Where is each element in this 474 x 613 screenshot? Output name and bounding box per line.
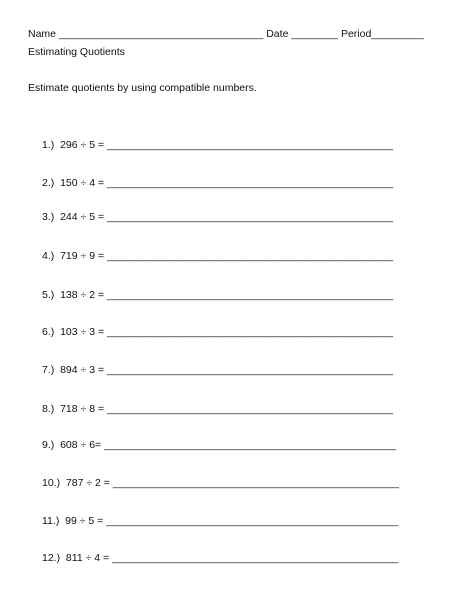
problem-8: 8.) 718 ÷ 8 = _________________________________________________ — [42, 403, 394, 415]
problem-5: 5.) 138 ÷ 2 = _________________________________________________ — [42, 289, 394, 301]
problem-12: 12.) 811 ÷ 4 = _________________________________________________ — [42, 552, 399, 564]
problem-6: 6.) 103 ÷ 3 = _________________________________________________ — [42, 326, 394, 338]
problem-4: 4.) 719 ÷ 9 = _________________________________________________ — [42, 250, 394, 262]
instructions-text: Estimate quotients by using compatible numbers. — [28, 82, 257, 94]
name-date-period-line: Name ___________________________________ Date ________ Period_________ — [28, 28, 424, 40]
problem-10: 10.) 787 ÷ 2 = _________________________________________________ — [42, 477, 399, 489]
problem-1: 1.) 296 ÷ 5 = _________________________________________________ — [42, 139, 394, 151]
problem-11: 11.) 99 ÷ 5 = __________________________________________________ — [42, 515, 399, 527]
problem-7: 7.) 894 ÷ 3 = _________________________________________________ — [42, 364, 394, 376]
problem-2: 2.) 150 ÷ 4 = _________________________________________________ — [42, 177, 394, 189]
problem-9: 9.) 608 ÷ 6= __________________________________________________ — [42, 439, 397, 451]
worksheet-title: Estimating Quotients — [28, 46, 125, 58]
problem-3: 3.) 244 ÷ 5 = _________________________________________________ — [42, 211, 394, 223]
